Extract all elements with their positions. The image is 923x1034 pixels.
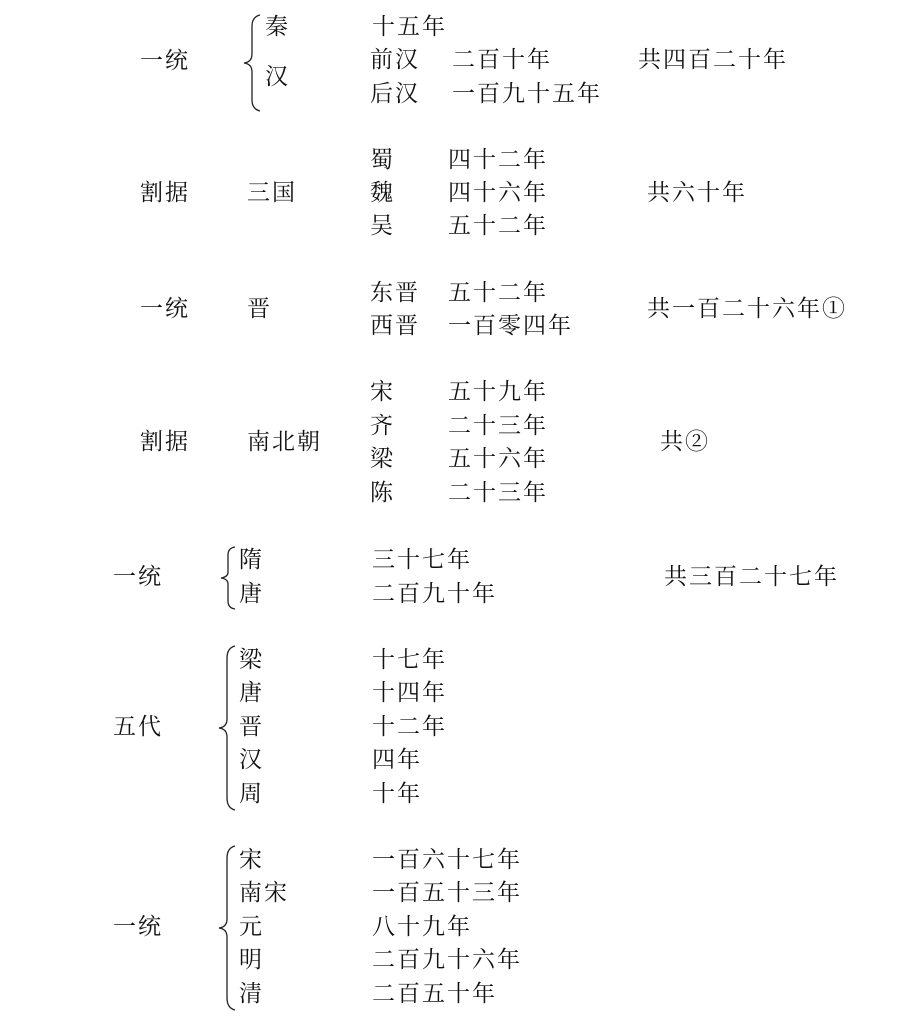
period-type-3: 一统 [140,296,190,322]
entry-name: 宋 [370,379,395,405]
entry-name: 汉 [239,747,264,773]
dynasty-jin: 晋 [247,296,272,322]
period-type-5: 一统 [113,564,163,590]
entry-name: 南宋 [239,880,289,906]
total-1: 共四百二十年 [638,47,788,73]
period-type-4: 割据 [140,429,190,455]
total-4: 共② [660,429,710,455]
entry-name: 元 [239,914,264,940]
entry-name: 西晋 [370,313,420,339]
total-2: 共六十年 [647,180,747,206]
entry-name: 周 [239,781,264,807]
entry-years: 三十七年 [372,547,472,573]
entry-name: 蜀 [370,147,395,173]
brace-1 [240,14,264,112]
entry-years: 十四年 [372,680,447,706]
entry-name: 陈 [370,480,395,506]
period-type-7: 一统 [113,914,163,940]
entry-name-qianhan: 前汉 [370,47,420,73]
entry-years: 二百九十年 [372,581,497,607]
entry-years: 十年 [372,781,422,807]
entry-years: 八十九年 [372,914,472,940]
entry-years: 二百九十六年 [372,947,522,973]
entry-years: 二十三年 [448,413,548,439]
entry-name: 魏 [370,180,395,206]
entry-years: 五十二年 [448,213,548,239]
entry-name: 东晋 [370,280,420,306]
dynasty-sanguo: 三国 [247,180,297,206]
period-type-6: 五代 [113,714,163,740]
years-qin: 十五年 [372,14,447,40]
period-type-1: 一统 [140,48,190,74]
entry-name: 宋 [239,847,264,873]
entry-years: 一百零四年 [448,313,573,339]
entry-years: 四年 [372,747,422,773]
entry-years: 五十二年 [448,280,548,306]
entry-years-houhan: 一百九十五年 [452,81,602,107]
entry-name: 晋 [239,714,264,740]
total-5: 共三百二十七年 [664,564,839,590]
period-type-2: 割据 [140,180,190,206]
dynasty-nanbeichao: 南北朝 [247,429,322,455]
entry-name: 齐 [370,413,395,439]
brace-5 [218,546,238,610]
entry-years: 十二年 [372,714,447,740]
entry-years-qianhan: 二百十年 [452,47,552,73]
brace-7 [216,845,238,1011]
entry-name: 唐 [239,581,264,607]
entry-name: 吴 [370,213,395,239]
entry-years: 四十二年 [448,147,548,173]
entry-years: 十七年 [372,647,447,673]
entry-years: 五十六年 [448,446,548,472]
brace-6 [216,645,238,811]
entry-name: 隋 [239,547,264,573]
entry-years: 五十九年 [448,379,548,405]
dynasty-qin: 秦 [265,14,290,40]
entry-years: 一百五十三年 [372,880,522,906]
entry-years: 一百六十七年 [372,847,522,873]
entry-years: 二十三年 [448,480,548,506]
entry-name: 明 [239,947,264,973]
entry-name-houhan: 后汉 [370,81,420,107]
entry-name: 唐 [239,680,264,706]
total-3: 共一百二十六年① [647,296,847,322]
dynasty-han: 汉 [265,64,290,90]
entry-years: 四十六年 [448,180,548,206]
entry-name: 梁 [370,446,395,472]
entry-name: 梁 [239,647,264,673]
entry-name: 清 [239,981,264,1007]
entry-years: 二百五十年 [372,981,497,1007]
